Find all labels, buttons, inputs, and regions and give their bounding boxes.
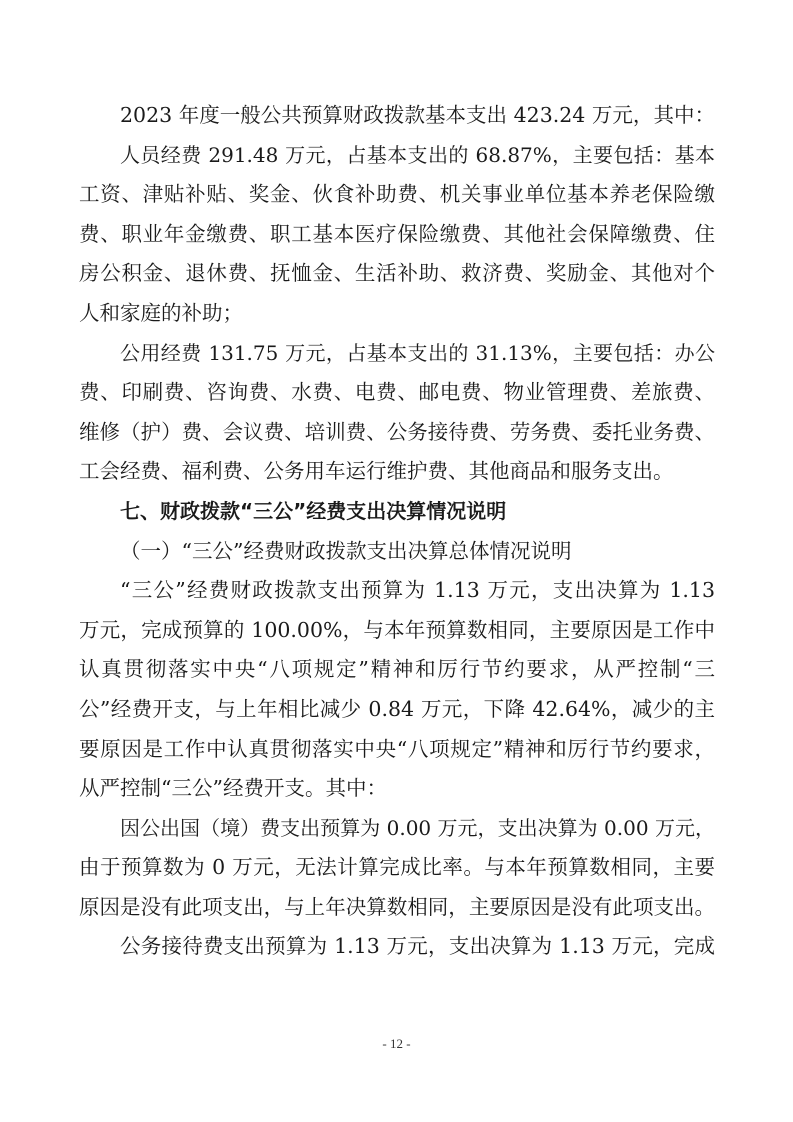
paragraph-personnel-expenses-line: 费、职业年金缴费、职工基本医疗保险缴费、其他社会保障缴费、住 [79, 221, 715, 246]
paragraph-personnel-expenses-line: 房公积金、退休费、抚恤金、生活补助、救济费、奖励金、其他对个 [79, 261, 715, 286]
paragraph-personnel-expenses-line: 人和家庭的补助； [79, 300, 243, 325]
paragraph-three-public-overall-line: 万元，完成预算的 100.00%，与本年预算数相同，主要原因是工作中 [79, 617, 715, 642]
paragraph-basic-expenditure-line: 2023 年度一般公共预算财政拨款基本支出 423.24 万元，其中： [120, 103, 715, 127]
paragraph-personnel-expenses-line: 人员经费 291.48 万元，占基本支出的 68.87%，主要包括：基本 [120, 142, 715, 167]
document-body [79, 96, 715, 967]
paragraph-three-public-overall-line: “三公”经费财政拨款支出预算为 1.13 万元，支出决算为 1.13 [120, 578, 715, 603]
paragraph-overseas-travel-line: 原因是没有此项支出，与上年决算数相同，主要原因是没有此项支出。 [79, 894, 715, 919]
paragraph-three-public-overall-line: 公”经费开支，与上年相比减少 0.84 万元，下降 42.64%，减少的主 [79, 696, 715, 721]
paragraph-overseas-travel-line: 因公出国（境）费支出预算为 0.00 万元，支出决算为 0.00 万元， [120, 815, 715, 840]
paragraph-public-expenses-line: 费、印刷费、咨询费、水费、电费、邮电费、物业管理费、差旅费、 [79, 380, 715, 405]
section-heading-three-public: 七、财政拨款“三公”经费支出决算情况说明 [120, 498, 507, 523]
paragraph-overseas-travel-line: 由于预算数为 0 万元，无法计算完成比率。与本年预算数相同，主要 [79, 855, 715, 880]
paragraph-personnel-expenses-line: 工资、津贴补贴、奖金、伙食补助费、机关事业单位基本养老保险缴 [79, 182, 715, 207]
page-number: - 12 - [382, 1036, 411, 1051]
paragraph-three-public-overall-line: 认真贯彻落实中央“八项规定”精神和厉行节约要求，从严控制“三 [79, 657, 715, 682]
paragraph-public-expenses-line: 公用经费 131.75 万元，占基本支出的 31.13%，主要包括：办公 [120, 340, 715, 365]
paragraph-reception-expenses-line: 公务接待费支出预算为 1.13 万元，支出决算为 1.13 万元，完成 [120, 934, 715, 959]
paragraph-public-expenses-line: 维修（护）费、会议费、培训费、公务接待费、劳务费、委托业务费、 [79, 419, 715, 444]
subsection-heading-overall: （一）“三公”经费财政拨款支出决算总体情况说明 [120, 538, 572, 563]
paragraph-three-public-overall-line: 从严控制“三公”经费开支。其中： [79, 776, 387, 801]
paragraph-three-public-overall-line: 要原因是工作中认真贯彻落实中央“八项规定”精神和厉行节约要求， [79, 736, 715, 761]
paragraph-public-expenses-line: 工会经费、福利费、公务用车运行维护费、其他商品和服务支出。 [79, 459, 674, 484]
